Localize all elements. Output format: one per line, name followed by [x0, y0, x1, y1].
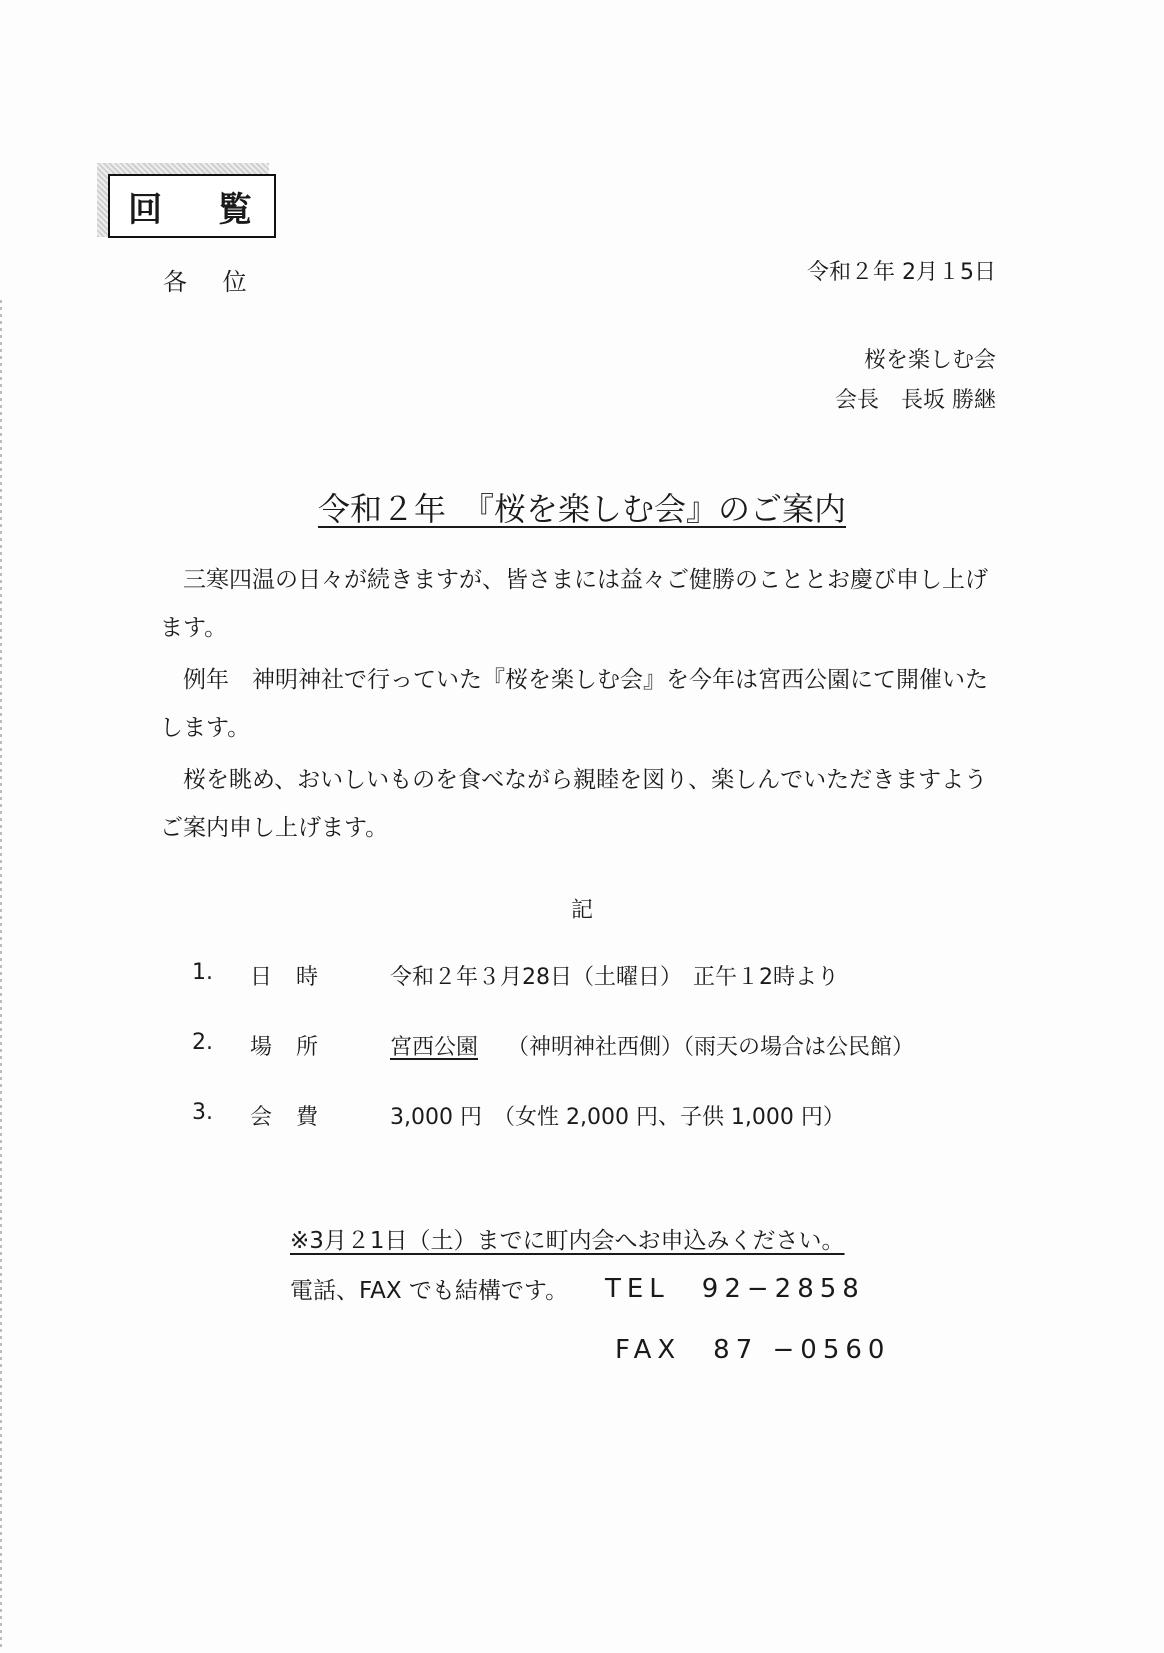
place-name: 宮西公園 [390, 1035, 479, 1060]
item-number: 1. [192, 960, 213, 985]
document-title: 令和２年 『桜を楽しむ会』のご案内 [317, 490, 846, 528]
application-note [290, 1222, 845, 1255]
contact-text: 電話、FAX でも結構です。 [290, 1278, 569, 1304]
organization-name: 桜を楽しむ会 [863, 348, 996, 373]
body-paragraph: 三寒四温の日々が続きますが、皆さまには益々ご健勝のこととお慶び申し上げます。 [160, 567, 988, 641]
body-text [160, 556, 1010, 856]
item-fee [0, 1100, 1164, 1130]
body-paragraph: 例年 神明神社で行っていた『桜を楽しむ会』を今年は宮西公園にて開催いたします。 [160, 667, 988, 741]
item-value: 3,000 円 （女性 2,000 円、子供 1,000 円） [390, 1105, 845, 1130]
issue-date: 令和２年 2月１5日 [807, 260, 996, 285]
chairperson-name: 会長 長坂 勝継 [835, 388, 996, 413]
item-number: 3. [192, 1100, 213, 1125]
item-label: 場所 [250, 1035, 343, 1060]
ki-heading: 記 [570, 898, 593, 923]
body-paragraph: 桜を眺め、おいしいものを食べながら親睦を図り、楽しんでいただきますようご案内申し上げます。 [160, 767, 988, 841]
item-label: 日時 [250, 965, 343, 990]
item-label: 会費 [250, 1105, 343, 1130]
item-datetime [0, 960, 1164, 990]
item-value [390, 1030, 914, 1061]
addressee: 各 位 [163, 268, 261, 296]
item-value: 令和２年３月28日（土曜日） 正午１2時より [390, 965, 839, 990]
tel-number: TEL 92−2858 [605, 1274, 865, 1304]
circulation-stamp: 回 覧 [108, 174, 276, 238]
place-detail: （神明神社西側）（雨天の場合は公民館） [507, 1035, 915, 1060]
item-number: 2. [192, 1030, 213, 1055]
item-place [0, 1030, 1164, 1060]
fax-number: FAX 87 −0560 [615, 1335, 891, 1365]
application-note-text: ※3月２1日（土）までに町内会へお申込みください。 [290, 1228, 845, 1254]
